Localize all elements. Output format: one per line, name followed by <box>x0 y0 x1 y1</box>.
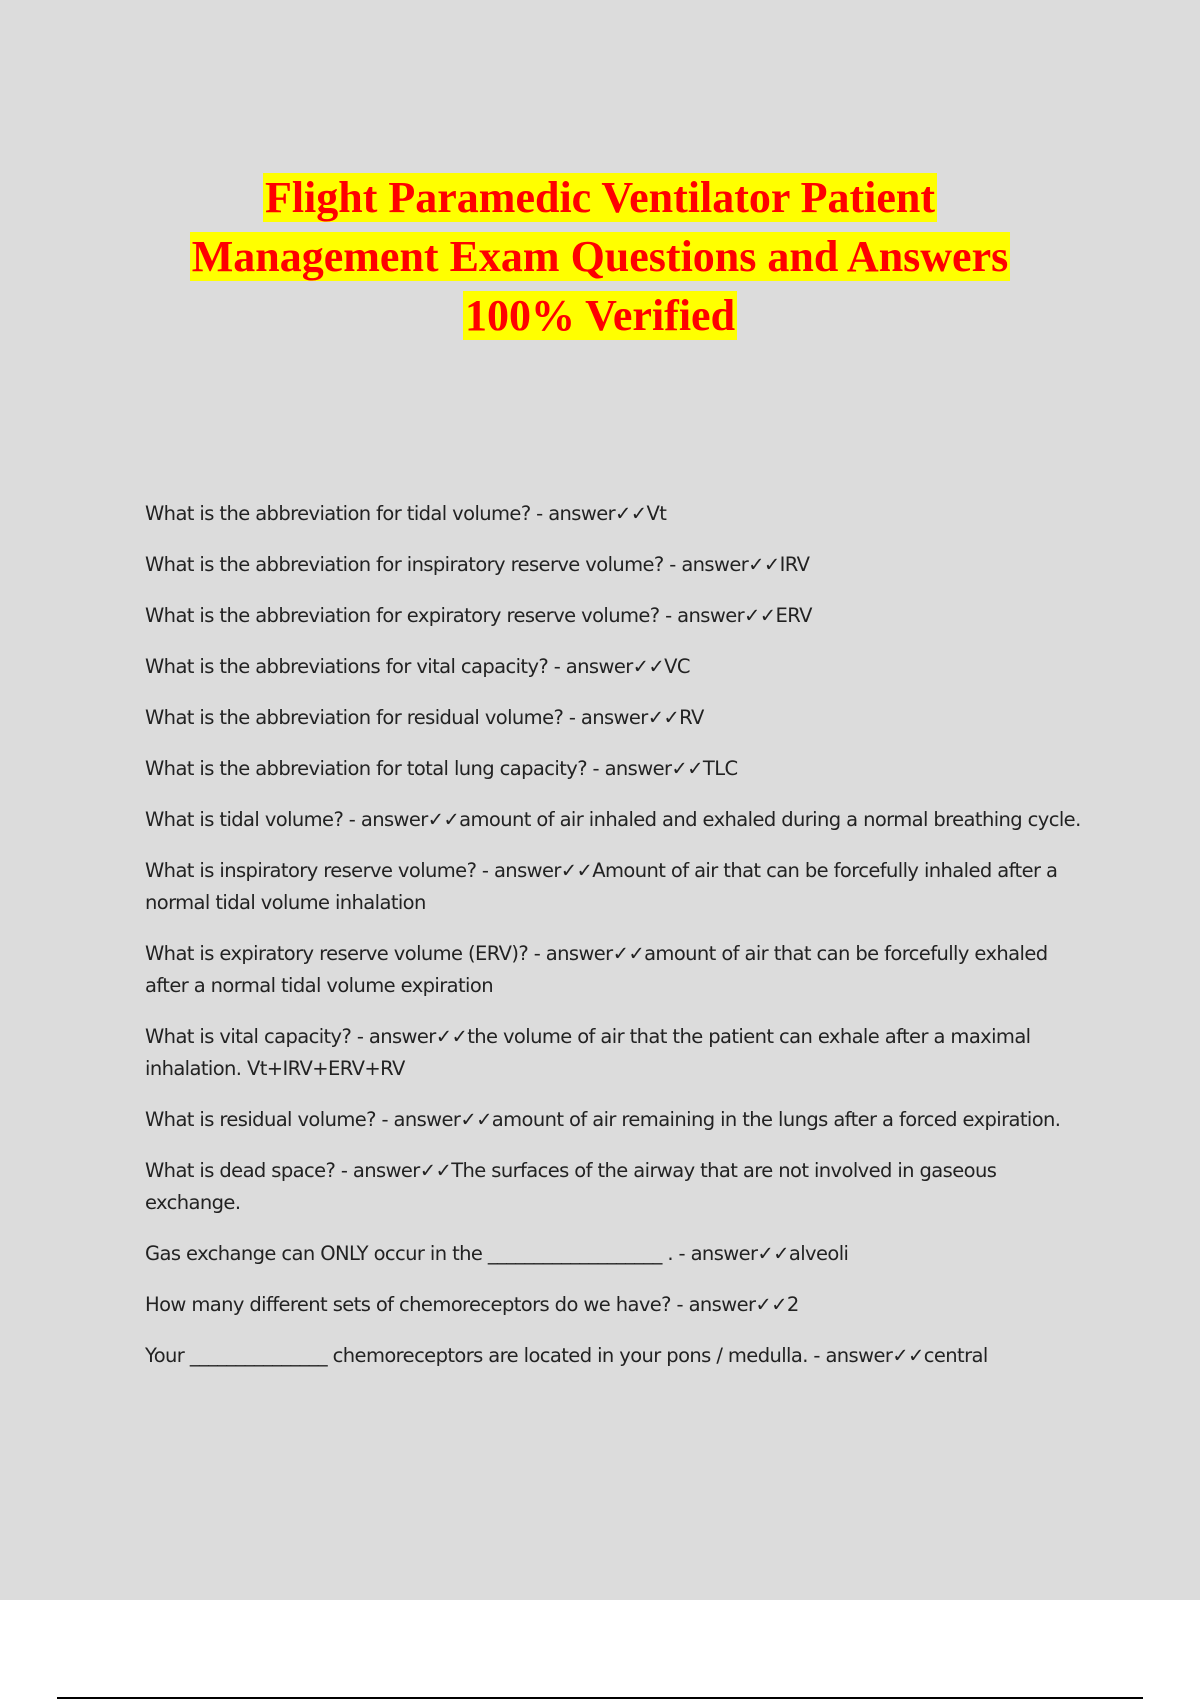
qa-item: What is tidal volume? - answer✓✓amount of air inhaled and exhaled during a normal breathing cycle. <box>145 808 1081 831</box>
title-line-2: Management Exam Questions and Answers <box>191 232 1009 281</box>
title-line-3: 100% Verified <box>464 291 736 340</box>
qa-item: How many different sets of chemoreceptors do we have? - answer✓✓2 <box>145 1293 799 1316</box>
qa-item: What is the abbreviation for residual volume? - answer✓✓RV <box>145 706 704 729</box>
qa-item: What is the abbreviations for vital capacity? - answer✓✓VC <box>145 655 690 678</box>
qa-item: What is the abbreviation for tidal volume? - answer✓✓Vt <box>145 502 667 525</box>
qa-item: What is vital capacity? - answer✓✓the volume of air that the patient can exhale after a maximal inhalation. Vt+IRV+ERV+RV <box>145 1025 1031 1080</box>
qa-item: What is the abbreviation for inspiratory reserve volume? - answer✓✓IRV <box>145 553 810 576</box>
qa-item: What is the abbreviation for expiratory reserve volume? - answer✓✓ERV <box>145 604 812 627</box>
qa-list <box>145 498 1095 1391</box>
title-line-1: Flight Paramedic Ventilator Patient <box>264 173 936 222</box>
qa-item: What is expiratory reserve volume (ERV)? - answer✓✓amount of air that can be forcefully exhaled after a normal tidal volume expiration <box>145 942 1048 997</box>
qa-item: Your _______________ chemoreceptors are located in your pons / medulla. - answer✓✓central <box>145 1344 988 1367</box>
qa-item: What is inspiratory reserve volume? - answer✓✓Amount of air that can be forcefully inhaled after a normal tidal volume inhalation <box>145 859 1058 914</box>
qa-item: What is residual volume? - answer✓✓amount of air remaining in the lungs after a forced expiration. <box>145 1108 1061 1131</box>
qa-item: What is the abbreviation for total lung capacity? - answer✓✓TLC <box>145 757 738 780</box>
document-title <box>100 168 1100 345</box>
footer-divider <box>57 1697 1143 1699</box>
qa-item: What is dead space? - answer✓✓The surfaces of the airway that are not involved in gaseous exchange. <box>145 1159 997 1214</box>
qa-item: Gas exchange can ONLY occur in the ___________________ . - answer✓✓alveoli <box>145 1242 849 1265</box>
